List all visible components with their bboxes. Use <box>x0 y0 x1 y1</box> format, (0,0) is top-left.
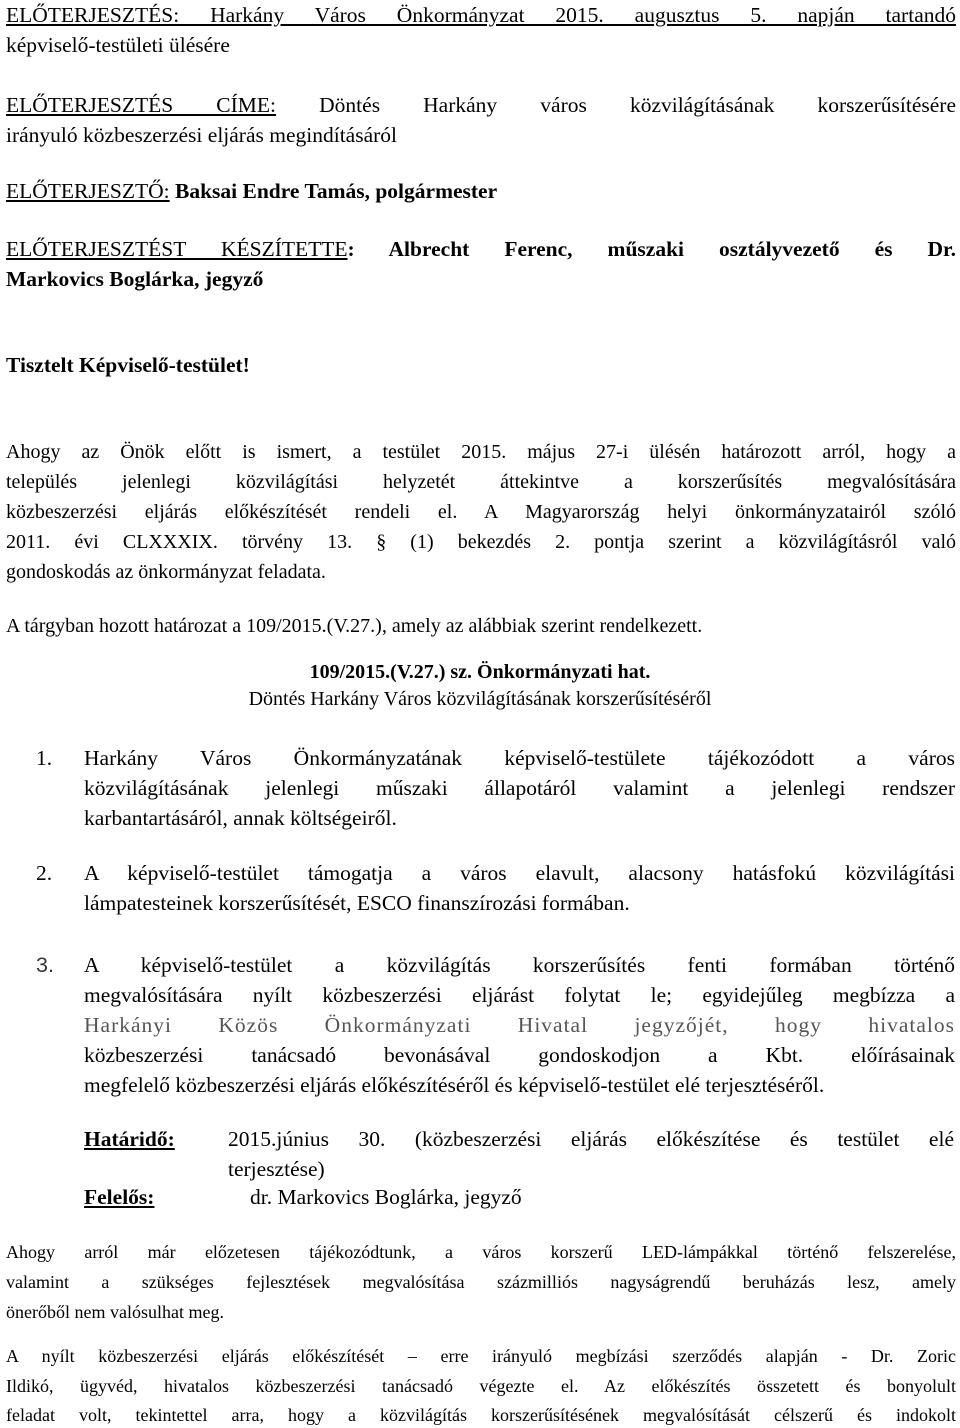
prepared-line-1 <box>6 236 956 262</box>
led-paragraph-line-2: valamint a szükséges fejlesztések megvalósítása százmilliós nagyságrendű beruházás lesz, amely <box>6 1272 956 1292</box>
deadline-block <box>0 1126 960 1226</box>
deadline-label: Határidő: <box>84 1127 175 1151</box>
item-line: A képviselő-testület támogatja a város elavult, alacsony hatásfokú közvilágítási <box>84 861 955 885</box>
led-paragraph-line-3: önerőből nem valósulhat meg. <box>6 1302 224 1322</box>
item-line: lámpatesteinek korszerűsítését, ESCO finanszírozási formában. <box>84 891 630 915</box>
presenter-value: Baksai Endre Tamás, polgármester <box>169 179 498 203</box>
deadline-value-2: terjesztése) <box>228 1157 325 1181</box>
header-line-1-text: ELŐTERJESZTÉS: Harkány Város Önkormányzat 2015. augusztus 5. napján tartandó <box>6 3 956 27</box>
item-number: 1. <box>36 746 53 770</box>
responsible-label: Felelős: <box>84 1185 155 1209</box>
item-line: megfelelő közbeszerzési eljárás előkészítéséről és képviselő-testület elé terjesztéséről. <box>84 1073 825 1097</box>
intro-line-2: település jelenlegi közvilágítási helyzetét áttekintve a korszerűsítés megvalósítására <box>6 471 956 493</box>
title-line-2: irányuló közbeszerzési eljárás megindításáról <box>6 123 398 147</box>
item-line: megvalósítására nyílt közbeszerzési eljárást folytat le; egyidejűleg megbízza a <box>84 983 955 1007</box>
intro-line-3: közbeszerzési eljárás előkészítését rendeli el. A Magyarország helyi önkormányzatairól szóló <box>6 501 956 523</box>
led-paragraph-line-1: Ahogy arról már előzetesen tájékozódtunk, a város korszerű LED-lámpákkal történő felszerelése, <box>6 1242 956 1262</box>
title-text-1: Döntés Harkány város közvilágításának korszerűsítésére <box>276 93 957 117</box>
item-line: Harkány Város Önkormányzatának képviselő-testülete tájékozódott a város <box>84 746 955 770</box>
resolution-item-3 <box>0 952 960 1112</box>
resolution-item-2 <box>0 860 960 920</box>
intro-line-4: 2011. évi CLXXXIX. törvény 13. § (1) bekezdés 2. pontja szerint a közvilágításról való <box>6 531 956 553</box>
intro-line-5: gondoskodás az önkormányzat feladata. <box>6 561 326 583</box>
header-line-1 <box>6 2 956 28</box>
item-line: közbeszerzési tanácsadó bevonásával gondoskodjon a Kbt. előírásainak <box>84 1043 955 1067</box>
tender-paragraph-line-1: A nyílt közbeszerzési eljárás előkészítését – erre irányuló megbízási szerződés alapján - Dr. Zoric <box>6 1346 956 1366</box>
header-line-2: képviselő-testületi ülésére <box>6 33 230 57</box>
item-line: A képviselő-testület a közvilágítás korszerűsítés fenti formában történő <box>84 953 955 977</box>
title-line-1 <box>6 92 956 118</box>
salutation: Tisztelt Képviselő-testület! <box>6 353 250 377</box>
intro-line-1: Ahogy az Önök előtt is ismert, a testület 2015. május 27-i ülésén határozott arról, hogy a <box>6 441 956 463</box>
decision-reference: A tárgyban hozott határozat a 109/2015.(V.27.), amely az alábbiak szerint rendelkezett. <box>6 615 703 637</box>
tender-paragraph-line-2: Ildikó, ügyvéd, hivatalos közbeszerzési tanácsadó végezte el. Az előkészítés összetett és bonyolult <box>6 1376 956 1396</box>
presenter-line <box>6 178 497 204</box>
presenter-label: ELŐTERJESZTŐ: <box>6 179 170 203</box>
item-line: karbantartásáról, annak költségeiről. <box>84 806 397 830</box>
resolution-subtitle: Döntés Harkány Város közvilágításának korszerűsítéséről <box>248 688 712 710</box>
tender-paragraph-line-3: feladat volt, tekintettel arra, hogy a közvilágítás korszerűsítésének megvalósítását célszerű és indokolt <box>6 1405 956 1425</box>
item-number: 2. <box>36 861 53 885</box>
deadline-value-1: 2015.június 30. (közbeszerzési eljárás előkészítése és testület elé <box>228 1127 954 1151</box>
prepared-line-2: Markovics Boglárka, jegyző <box>6 267 264 291</box>
responsible-value: dr. Markovics Boglárka, jegyző <box>250 1185 522 1209</box>
resolution-title: 109/2015.(V.27.) sz. Önkormányzati hat. <box>309 661 651 683</box>
title-label: ELŐTERJESZTÉS CÍME: <box>6 93 277 117</box>
item-line: Harkányi Közös Önkormányzati Hivatal jegyzőjét, hogy hivatalos <box>84 1013 955 1037</box>
prepared-text-1: : Albrecht Ferenc, műszaki osztályvezető és Dr. <box>347 237 956 261</box>
item-number: 3. <box>36 953 54 977</box>
item-line: közvilágításának jelenlegi műszaki állapotáról valamint a jelenlegi rendszer <box>84 776 955 800</box>
resolution-item-1 <box>0 745 960 835</box>
prepared-label: ELŐTERJESZTÉST KÉSZÍTETTE <box>6 237 348 261</box>
